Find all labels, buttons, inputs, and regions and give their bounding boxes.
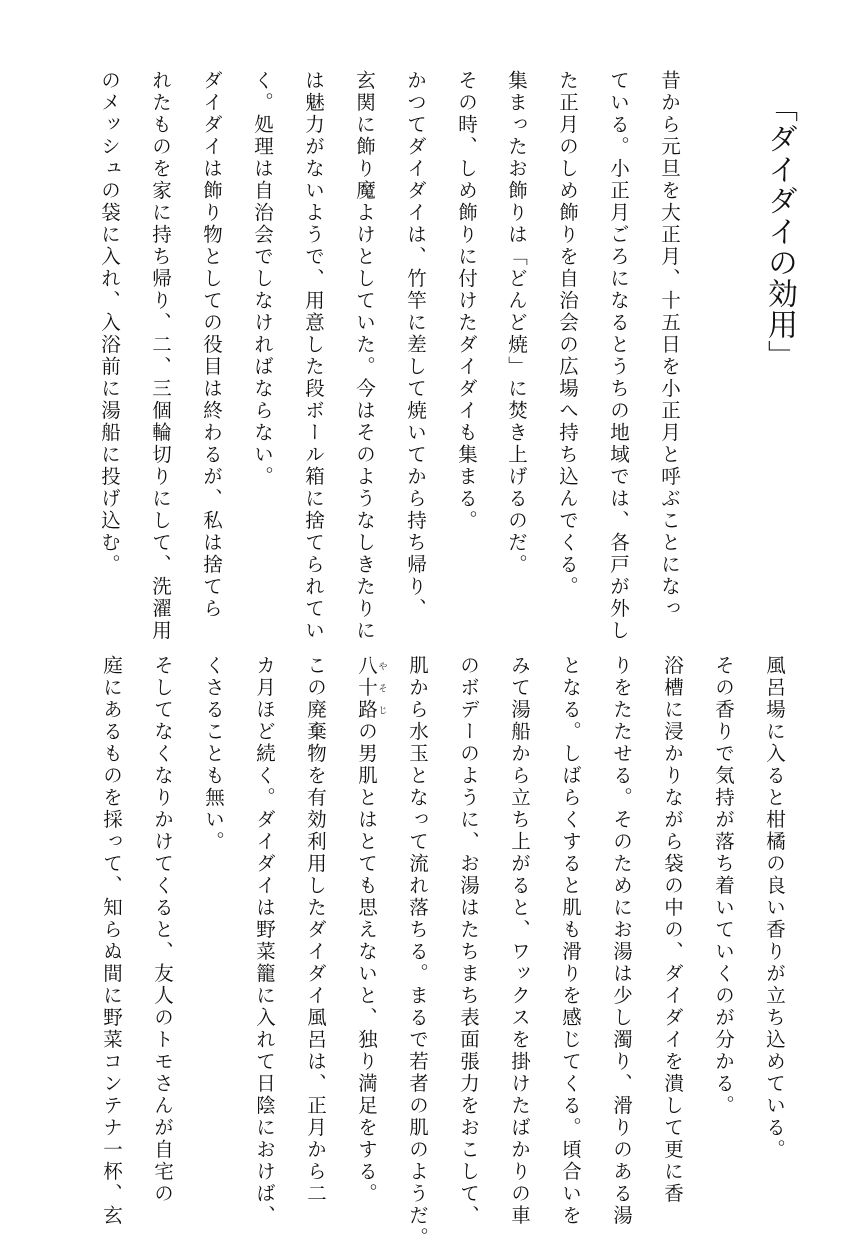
essay-title: 「ダイダイの効用」: [762, 92, 797, 371]
text-column: 風呂場に入ると柑橘の良い香りが立ち込めている。: [763, 655, 786, 1161]
text-column: この廃棄物を有効利用したダイダイ風呂は、正月から二: [304, 655, 327, 1205]
text-column-rest: の男肌とはとても思えないと、独り満足をする。: [355, 721, 378, 1205]
text-column: く。処理は自治会でしなければならない。: [251, 70, 274, 488]
text-column: は魅力がないようで、用意した段ボール箱に捨てられてい: [302, 70, 325, 642]
ruby-yasoji: [355, 655, 387, 721]
text-column: のメッシュの袋に入れ、入浴前に湯船に投げ込む。: [98, 70, 121, 576]
text-column: 肌から水玉となって流れ落ちる。まるで若者の肌のようだ。: [406, 655, 429, 1249]
text-column: 浴槽に浸かりながら袋の中の、ダイダイを潰して更に香: [661, 655, 684, 1205]
text-column: 昔から元旦を大正月、十五日を小正月と呼ぶことになっ: [658, 70, 681, 620]
text-column: くさることも無い。: [202, 655, 225, 853]
text-column: その時、しめ飾りに付けたダイダイも集まる。: [455, 70, 478, 532]
text-column: 集まったお飾りは「どんど焼」に焚き上げるのだ。: [505, 70, 528, 576]
text-column: りをたたせる。そのためにお湯は少し濁り、滑りのある湯: [610, 655, 633, 1227]
ruby-reading: やそじ: [376, 655, 387, 721]
text-column: みて湯船から立ち上がると、ワックスを掛けたばかりの車: [508, 655, 531, 1227]
text-column-with-ruby: [355, 655, 387, 1205]
text-column: ている。小正月ごろになるとうちの地域では、各戸が外し: [607, 70, 630, 642]
text-column: かつてダイダイは、竹竿に差して焼いてから持ち帰り、: [404, 70, 427, 620]
text-column: そしてなくなりかけてくると、友人のトモさんが自宅の: [151, 655, 174, 1205]
text-column: ダイダイは飾り物としての役目は終わるが、私は捨てら: [200, 70, 223, 620]
text-column: 玄関に飾り魔よけとしていた。今はそのようなしきたりに: [353, 70, 376, 642]
text-column: となる。しばらくすると肌も滑りを感じてくる。頃合いを: [559, 655, 582, 1227]
ruby-base: 八十路: [355, 655, 378, 721]
text-column: その香りで気持が落ち着いていくのが分かる。: [712, 655, 735, 1117]
text-column: れたものを家に持ち帰り、二、三個輪切りにして、洗濯用: [149, 70, 172, 642]
text-column: のボデーのように、お湯はたちまち表面張力をおこして、: [457, 655, 480, 1227]
text-column: た正月のしめ飾りを自治会の広場へ持ち込んでくる。: [556, 70, 579, 598]
text-column: 庭にあるものを採って、知らぬ間に野菜コンテナ一杯、玄: [100, 655, 123, 1227]
text-column: カ月ほど続く。ダイダイは野菜籠に入れて日陰におけば、: [253, 655, 276, 1227]
